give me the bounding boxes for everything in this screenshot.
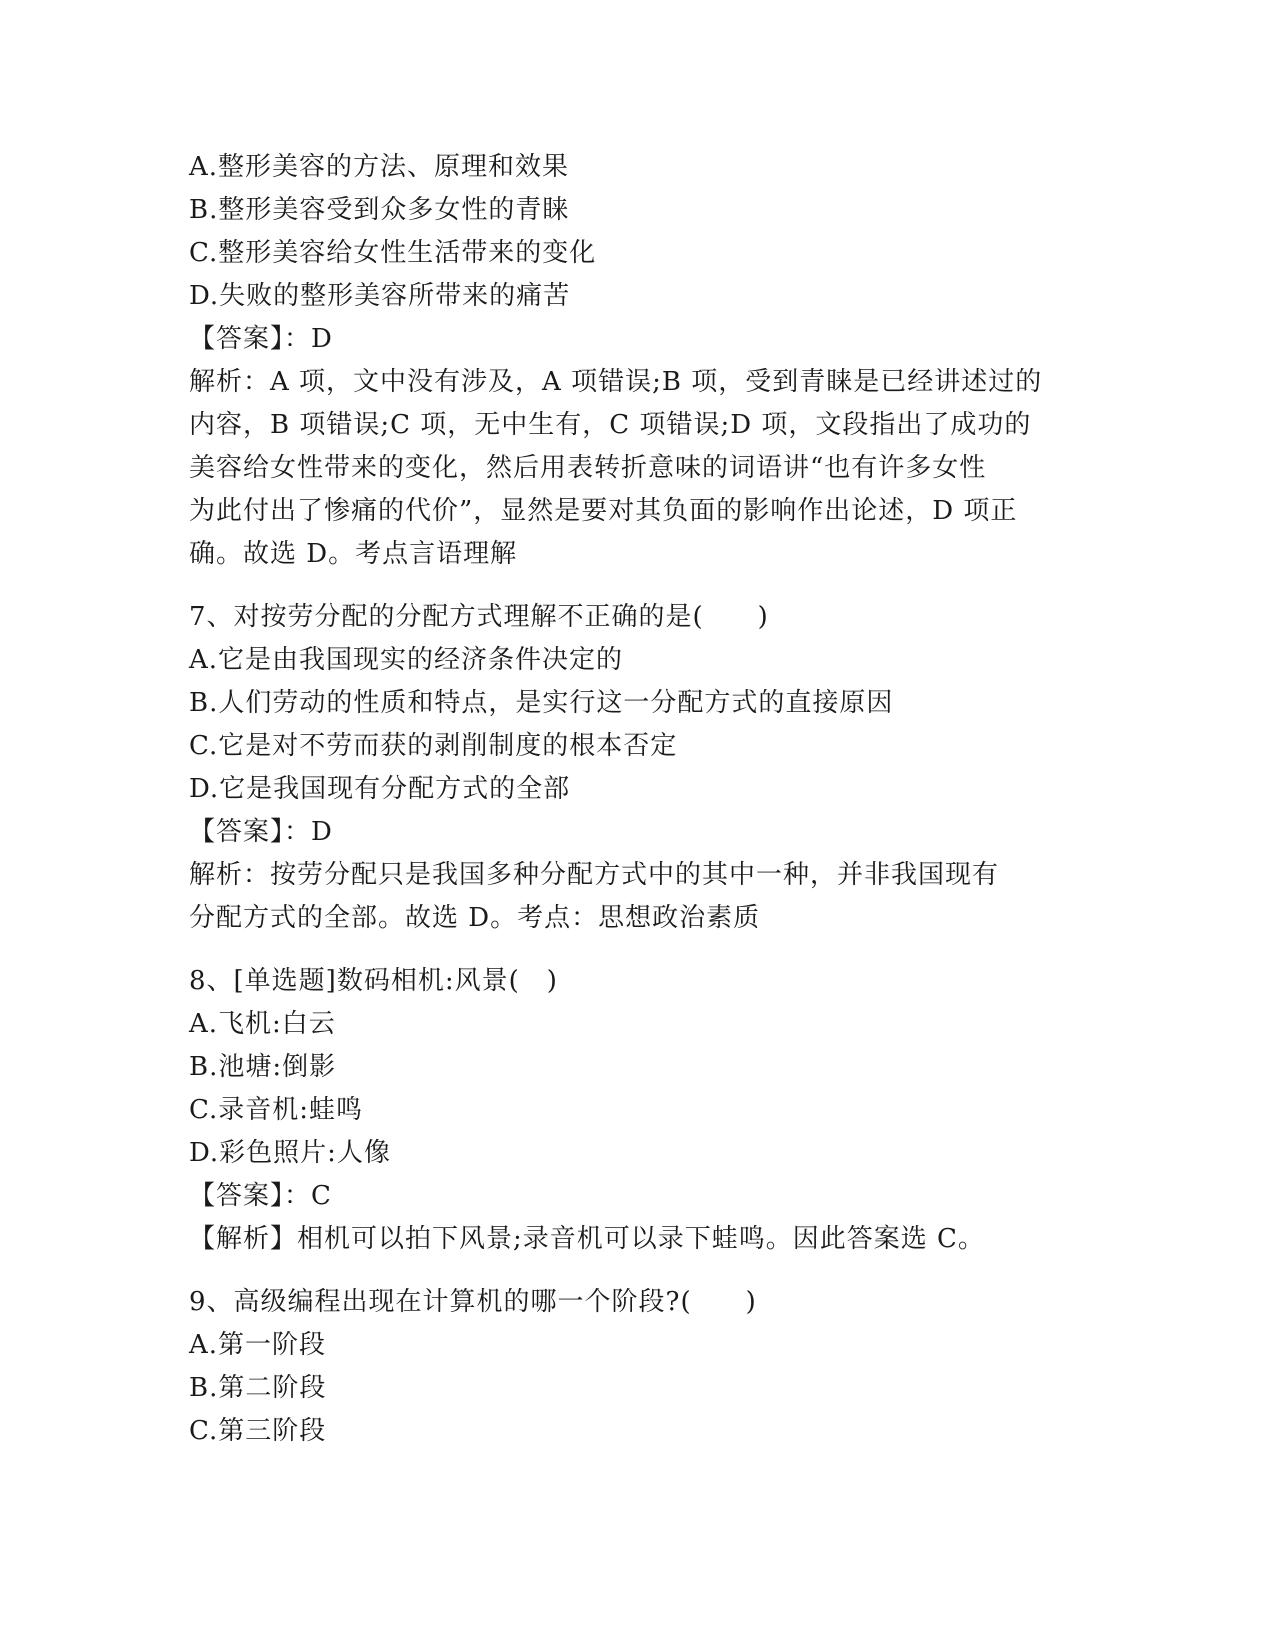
explanation-line: 解析：按劳分配只是我国多种分配方式中的其中一种，并非我国现有 <box>189 860 1000 890</box>
question-7 <box>189 596 1089 940</box>
option-b: B.池塘:倒影 <box>189 1052 337 1082</box>
explanation-line: 内容，B 项错误;C 项，无中生有，C 项错误;D 项，文段指出了成功的 <box>189 410 1032 440</box>
question-6-continued <box>189 146 1089 576</box>
explanation-line: 分配方式的全部。故选 D。考点：思想政治素质 <box>189 903 761 933</box>
option-b: B.第二阶段 <box>189 1373 327 1403</box>
option-d: D.失败的整形美容所带来的痛苦 <box>189 281 571 311</box>
option-c: C.录音机:蛙鸣 <box>189 1095 363 1125</box>
question-8 <box>189 960 1089 1261</box>
option-c: C.第三阶段 <box>189 1416 327 1446</box>
option-a: A.它是由我国现实的经济条件决定的 <box>189 645 624 675</box>
spacer <box>189 1261 1089 1281</box>
explanation-line: 确。故选 D。考点言语理解 <box>189 539 518 569</box>
document-page <box>189 146 1089 1453</box>
explanation-line: 美容给女性带来的变化，然后用表转折意味的词语讲“也有许多女性 <box>189 453 987 483</box>
option-a: A.飞机:白云 <box>189 1009 336 1039</box>
explanation-line: 【解析】相机可以拍下风景;录音机可以录下蛙鸣。因此答案选 C。 <box>189 1224 985 1254</box>
option-b: B.整形美容受到众多女性的青睐 <box>189 195 570 225</box>
question-text: 9、高级编程出现在计算机的哪一个阶段?( ) <box>189 1287 757 1317</box>
explanation-line: 为此付出了惨痛的代价”，显然是要对其负面的影响作出论述，D 项正 <box>189 496 1018 526</box>
spacer <box>189 940 1089 960</box>
option-c: C.它是对不劳而获的剥削制度的根本否定 <box>189 731 678 761</box>
option-c: C.整形美容给女性生活带来的变化 <box>189 238 597 268</box>
option-a: A.整形美容的方法、原理和效果 <box>189 152 570 182</box>
answer-line: 【答案】：D <box>189 817 333 847</box>
option-a: A.第一阶段 <box>189 1330 327 1360</box>
answer-line: 【答案】：D <box>189 324 333 354</box>
explanation-line: 解析：A 项，文中没有涉及，A 项错误;B 项，受到青睐是已经讲述过的 <box>189 367 1043 397</box>
spacer <box>189 576 1089 596</box>
option-b: B.人们劳动的性质和特点，是实行这一分配方式的直接原因 <box>189 688 894 718</box>
option-d: D.它是我国现有分配方式的全部 <box>189 774 571 804</box>
question-text: 8、[单选题]数码相机:风景( ) <box>189 966 558 996</box>
option-d: D.彩色照片:人像 <box>189 1138 391 1168</box>
answer-line: 【答案】：C <box>189 1181 332 1211</box>
question-9 <box>189 1281 1089 1453</box>
question-text: 7、对按劳分配的分配方式理解不正确的是( ) <box>189 602 769 632</box>
